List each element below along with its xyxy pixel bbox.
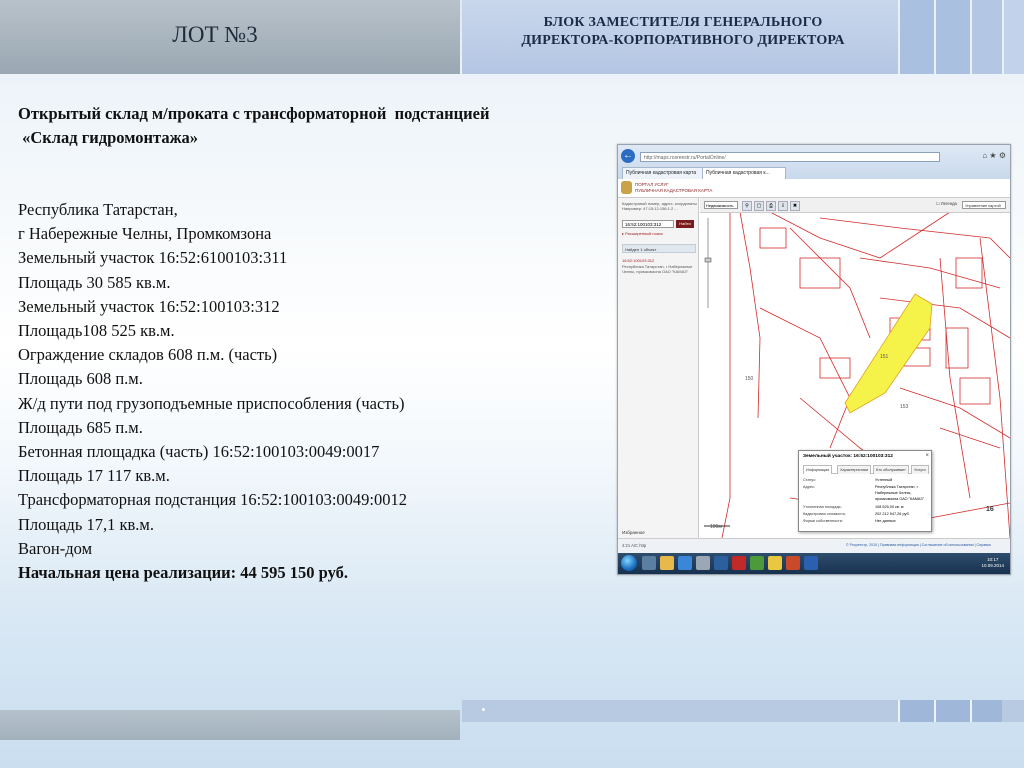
- tab-characteristics[interactable]: Характеристики: [837, 465, 871, 474]
- detail-line: Ограждение складов 608 п.м. (часть): [18, 345, 278, 365]
- back-arrow-icon[interactable]: ←: [623, 150, 633, 161]
- powerpoint-icon[interactable]: [786, 556, 800, 570]
- status-left: 4:21 AIC http: [622, 543, 647, 548]
- start-button-icon[interactable]: [621, 555, 637, 571]
- detail-line: Вагон-дом: [18, 538, 93, 558]
- popup-value: Набережные Челны,: [875, 491, 912, 495]
- site-name: ПОРТАЛ УСЛУГ ПУБЛИЧНАЯ КАДАСТРОВАЯ КАРТА: [635, 182, 713, 193]
- result-address: Республика Татарстан, г Набережные Челны, промкомзона ОАО "КАМАЗ": [622, 264, 693, 274]
- search-tool-icon[interactable]: ⚲: [742, 201, 752, 211]
- detail-line: Земельный участок 16:52:6100103:311: [18, 248, 288, 268]
- popup-tabs: [803, 465, 927, 474]
- popup-value: промкомзона ОАО "КАМАЗ": [875, 497, 925, 501]
- popup-value: 202 212 547,26 руб.: [875, 512, 910, 516]
- legend-checkbox[interactable]: ☐ Легенда: [936, 201, 957, 206]
- selected-parcel[interactable]: [845, 294, 932, 413]
- tab-services[interactable]: Услуги: [911, 465, 929, 474]
- taskbar-app-icon[interactable]: [768, 556, 782, 570]
- department-title-line: БЛОК ЗАМЕСТИТЕЛЯ ГЕНЕРАЛЬНОГО: [543, 15, 823, 30]
- site-header: [618, 179, 1010, 198]
- export-icon[interactable]: ⇩: [778, 201, 788, 211]
- detail-line: Трансформаторная подстанция 16:52:100103:0049:0012: [18, 490, 408, 510]
- browser-tab[interactable]: Публичная кадастровая карта: [622, 167, 706, 180]
- map-view[interactable]: [700, 198, 1010, 538]
- legend-label: Легенда: [940, 201, 957, 206]
- detail-line: Площадь 17 117 кв.м.: [18, 466, 170, 486]
- browser-toolbar: [618, 145, 1010, 179]
- popup-value: Республика Татарстан, г: [875, 485, 919, 489]
- footer-left-band: [0, 710, 460, 740]
- header-decor-tile: [898, 0, 934, 74]
- taskbar-app-icon[interactable]: [642, 556, 656, 570]
- detail-line: Ж/д пути под грузоподъемные приспособления (часть): [18, 393, 405, 413]
- detail-line: Площадь 608 п.м.: [18, 369, 143, 389]
- extended-search-link[interactable]: ▸ Расширенный поиск: [622, 231, 663, 236]
- ie-icon[interactable]: [678, 556, 692, 570]
- popup-value: 108 525,00 кв. м: [875, 505, 904, 509]
- search-button[interactable]: Найти: [676, 220, 694, 228]
- map-label: 153: [900, 404, 909, 410]
- search-hint: Кадастровый номер, адрес, координаты Например: 47:15:12:156:1:2 ...: [622, 201, 697, 211]
- system-clock[interactable]: [981, 557, 1004, 569]
- popup-key: Форма собственности:: [803, 519, 843, 523]
- detail-line: Республика Татарстан,: [18, 200, 178, 219]
- department-title-line: ДИРЕКТОРА-КОРПОРАТИВНОГО ДИРЕКТОРА: [521, 33, 845, 48]
- browser-tab-active[interactable]: Публичная кадастровая к...: [702, 167, 786, 180]
- detail-line: Площадь 17,1 кв.м.: [18, 514, 154, 534]
- close-icon[interactable]: ×: [925, 453, 929, 459]
- popup-key: Уточненная площадь:: [803, 505, 842, 509]
- taskbar-app-icon[interactable]: [714, 556, 728, 570]
- footer-decor-tile: [898, 700, 934, 722]
- footer-decor-tile: [970, 700, 1002, 722]
- map-label: 150: [745, 376, 754, 382]
- detail-line: Площадь108 525 кв.м.: [18, 321, 175, 341]
- cadastral-map-screenshot: [617, 144, 1011, 575]
- map-label: 151: [880, 354, 889, 360]
- status-bar: [618, 538, 1010, 554]
- status-links[interactable]: © Росреестр, 2010 | Правовая информация | Соглашение об использовании | Справка: [846, 543, 991, 547]
- popup-key: Адрес:: [803, 485, 815, 489]
- lot-details: [18, 198, 598, 585]
- scale-label: 100м: [710, 524, 722, 530]
- department-title: [478, 14, 888, 50]
- home-star-gear-icon[interactable]: ⌂ ★ ⚙: [982, 151, 1006, 160]
- map-toolbar: [700, 198, 1010, 213]
- pdf-icon[interactable]: [732, 556, 746, 570]
- map-control-select[interactable]: Управление картой: [962, 201, 1006, 209]
- header-decor-tile: [1002, 0, 1024, 74]
- select-tool-icon[interactable]: ▢: [754, 201, 764, 211]
- clock-date: 10.09.2014: [981, 563, 1004, 568]
- detail-line: Земельный участок 16:52:100103:312: [18, 296, 280, 316]
- taskbar-app-icon[interactable]: [696, 556, 710, 570]
- zoom-slider[interactable]: [705, 218, 711, 308]
- header-decor-tile: [970, 0, 1002, 74]
- clock-time: 10:17: [987, 557, 999, 562]
- layer-select[interactable]: Недвижимость: [704, 201, 738, 209]
- measure-icon[interactable]: ✖: [790, 201, 800, 211]
- popup-value: Учтенный: [875, 478, 893, 482]
- header-decor-tile: [934, 0, 970, 74]
- detail-line: Бетонная площадка (часть) 16:52:100103:0049:0017: [18, 442, 380, 462]
- favorites-label[interactable]: Избранное: [622, 530, 645, 535]
- tab-info[interactable]: Информация: [803, 465, 832, 474]
- footer-dot: [482, 708, 485, 711]
- parcel-info-popup: [798, 450, 932, 532]
- result-number[interactable]: 16:52:100103:312: [622, 258, 655, 263]
- detail-line: г Набережные Челны, Промкомзона: [18, 224, 272, 244]
- detail-line: Площадь 685 п.м.: [18, 417, 143, 437]
- map-label: 16: [986, 506, 994, 513]
- starting-price: Начальная цена реализации: 44 595 150 руб.: [18, 563, 349, 583]
- detail-line: Площадь 30 585 кв.м.: [18, 272, 171, 292]
- popup-value: Нет данных: [875, 519, 896, 523]
- popup-title: Земельный участок: 16:52:100103:312: [803, 454, 893, 459]
- taskbar-app-icon[interactable]: [750, 556, 764, 570]
- footer-decor-tile: [934, 700, 970, 722]
- lot-title: [18, 102, 608, 150]
- lot-number: ЛОТ №3: [172, 22, 258, 47]
- lot-title-line: «Склад гидромонтажа»: [18, 128, 199, 147]
- word-icon[interactable]: [804, 556, 818, 570]
- tab-service[interactable]: Кто обслуживает: [873, 465, 909, 474]
- windows-taskbar: [618, 553, 1010, 574]
- found-header: Найден 1 объект: [622, 244, 696, 253]
- popup-key: Статус:: [803, 478, 817, 482]
- popup-key: Кадастровая стоимость:: [803, 512, 846, 516]
- search-input[interactable]: 16:52:100103:312: [622, 220, 674, 228]
- address-bar[interactable]: http://maps.rosreestr.ru/PortalOnline/: [640, 152, 940, 162]
- lot-title-line: Открытый склад м/проката с трансформаторной подстанцией: [18, 104, 490, 123]
- emblem-icon: [621, 181, 632, 194]
- folder-icon[interactable]: [660, 556, 674, 570]
- print-icon[interactable]: ⎙: [766, 201, 776, 211]
- left-search-panel: [618, 198, 699, 538]
